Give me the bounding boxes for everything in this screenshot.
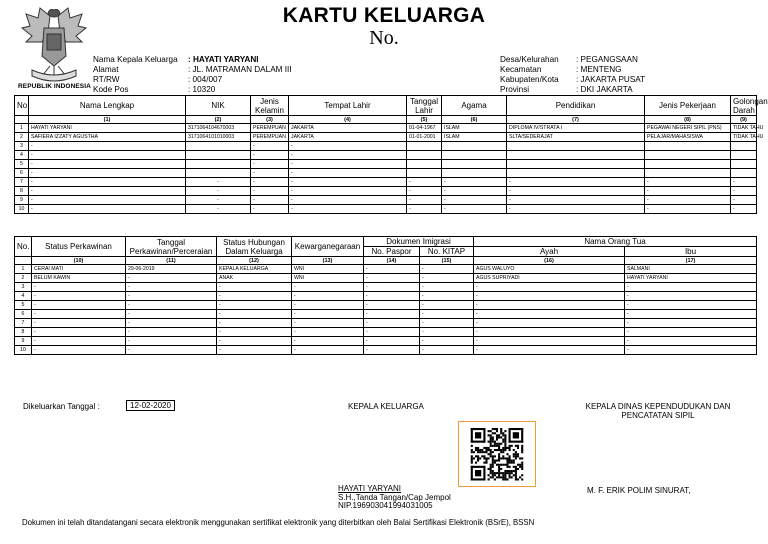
- table-cell: -: [186, 205, 251, 214]
- kepala-dinas-label: KEPALA DINAS KEPENDUDUKAN DAN PENCATATAN SIPIL: [585, 402, 731, 420]
- table-cell: WNI: [292, 265, 364, 274]
- table-row: [15, 169, 757, 178]
- table-cell: 6: [15, 169, 29, 178]
- region-info: [500, 55, 645, 95]
- table-cell: [645, 142, 731, 151]
- table-cell: 29-06-2019: [126, 265, 217, 274]
- table-cell: PEREMPUAN: [251, 124, 289, 133]
- table-cell: 5: [15, 160, 29, 169]
- table-cell: -: [625, 328, 757, 337]
- table-cell: -: [731, 196, 757, 205]
- table-row: [15, 301, 757, 310]
- table-row: [15, 196, 757, 205]
- col-nama-orang-tua: Nama Orang Tua: [474, 237, 757, 247]
- official-name: M. F. ERIK POLIM SINURAT,: [587, 486, 691, 495]
- table-cell: -: [474, 283, 625, 292]
- table-cell: -: [474, 292, 625, 301]
- table-cell: -: [29, 196, 186, 205]
- table-cell: [645, 169, 731, 178]
- table-cell: -: [32, 283, 126, 292]
- left-info-row: [93, 85, 292, 95]
- table-cell: -: [474, 337, 625, 346]
- table-cell: 2: [15, 133, 29, 142]
- t1-col-number: (7): [507, 116, 645, 124]
- table-cell: -: [126, 292, 217, 301]
- left-info-row: [93, 75, 292, 85]
- table-cell: CERAI MATI: [32, 265, 126, 274]
- left-info-label: Nama Kepala Keluarga: [93, 55, 178, 64]
- table-cell: PEREMPUAN: [251, 133, 289, 142]
- table-row: [15, 319, 757, 328]
- table-cell: -: [126, 310, 217, 319]
- table-cell: TIDAK TAHU: [731, 133, 757, 142]
- table-cell: [731, 142, 757, 151]
- table-cell: [731, 151, 757, 160]
- table-cell: KEPALA KELUARGA: [217, 265, 292, 274]
- table-cell: 6: [15, 310, 32, 319]
- right-info-label: Desa/Kelurahan: [500, 55, 559, 64]
- table-row: [15, 337, 757, 346]
- table-cell: -: [625, 337, 757, 346]
- right-info-label: Kabupaten/Kota: [500, 75, 559, 84]
- table-cell: [645, 151, 731, 160]
- table-cell: 1: [15, 265, 32, 274]
- table-cell: -: [474, 319, 625, 328]
- table-cell: 4: [15, 151, 29, 160]
- table-cell: -: [364, 310, 420, 319]
- table-cell: -: [126, 337, 217, 346]
- table-cell: JAKARTA: [289, 133, 407, 142]
- col-kewarganegaraan: Kewarganegaraan: [292, 237, 364, 257]
- table-cell: 4: [15, 292, 32, 301]
- issued-label: Dikeluarkan Tanggal :: [23, 402, 100, 411]
- table-cell: 7: [15, 319, 32, 328]
- table-cell: -: [292, 283, 364, 292]
- table-cell: HAYATI YARYANI: [625, 274, 757, 283]
- table-cell: [731, 160, 757, 169]
- qr-code-frame: [458, 421, 536, 487]
- t2-col-number: (17): [625, 257, 757, 265]
- table-row: [15, 265, 757, 274]
- table-cell: -: [292, 319, 364, 328]
- table-cell: -: [364, 265, 420, 274]
- table-cell: -: [407, 205, 442, 214]
- table-cell: PELAJAR/MAHASISWA: [645, 133, 731, 142]
- table-cell: -: [217, 301, 292, 310]
- table-row: [15, 205, 757, 214]
- table-cell: -: [507, 196, 645, 205]
- table-cell: [407, 169, 442, 178]
- table-cell: -: [32, 301, 126, 310]
- table-cell: [507, 142, 645, 151]
- table-cell: -: [289, 160, 407, 169]
- table-cell: -: [29, 169, 186, 178]
- t1-col-number: (3): [251, 116, 289, 124]
- right-info-value: : JAKARTA PUSAT: [576, 75, 646, 84]
- table-cell: -: [420, 319, 474, 328]
- table-cell: -: [289, 169, 407, 178]
- table-cell: -: [289, 142, 407, 151]
- table-cell: 9: [15, 196, 29, 205]
- right-info-row: [500, 65, 645, 75]
- table-cell: -: [289, 151, 407, 160]
- table-cell: -: [217, 337, 292, 346]
- table-cell: [442, 160, 507, 169]
- col-ayah: Ayah: [474, 247, 625, 257]
- table-row: [15, 346, 757, 355]
- table-cell: 9: [15, 337, 32, 346]
- table-cell: -: [364, 283, 420, 292]
- table-cell: -: [289, 205, 407, 214]
- t2-col-number: (10): [32, 257, 126, 265]
- table-cell: [407, 160, 442, 169]
- table-cell: -: [420, 337, 474, 346]
- left-info-value: : HAYATI YARYANI: [188, 55, 259, 64]
- table-cell: 2: [15, 274, 32, 283]
- t1-col-header: Tanggal Lahir: [407, 96, 442, 116]
- table-cell: -: [217, 328, 292, 337]
- table-cell: -: [251, 178, 289, 187]
- table-cell: -: [407, 178, 442, 187]
- signer-nip: NIP.196903041994031005: [338, 501, 433, 510]
- right-info-value: : DKI JAKARTA: [576, 85, 633, 94]
- table-cell: -: [420, 301, 474, 310]
- table-cell: -: [420, 265, 474, 274]
- t1-col-number: (4): [289, 116, 407, 124]
- table-row: [15, 124, 757, 133]
- t2-col-number: (15): [420, 257, 474, 265]
- table-cell: [442, 169, 507, 178]
- table-cell: -: [407, 196, 442, 205]
- left-info-label: Alamat: [93, 65, 119, 74]
- table-row: [15, 310, 757, 319]
- table-cell: -: [474, 328, 625, 337]
- table-row: [15, 151, 757, 160]
- table-cell: BELUM KAWIN: [32, 274, 126, 283]
- table-cell: -: [625, 301, 757, 310]
- right-info-label: Provinsi: [500, 85, 530, 94]
- table-cell: 3171064104670003: [186, 124, 251, 133]
- table-cell: 3171064101010003: [186, 133, 251, 142]
- t2-col-number: (11): [126, 257, 217, 265]
- table-cell: -: [217, 310, 292, 319]
- table-cell: -: [625, 310, 757, 319]
- table-cell: -: [292, 346, 364, 355]
- table-cell: SAFIERA IZZATY AGUSTHA: [29, 133, 186, 142]
- col-kitap: No. KITAP: [420, 247, 474, 257]
- table-cell: -: [474, 310, 625, 319]
- col-status-perkawinan: Status Perkawinan: [32, 237, 126, 257]
- table-cell: 3: [15, 283, 32, 292]
- right-info-row: [500, 55, 645, 65]
- t1-col-number: (2): [186, 116, 251, 124]
- table-row: [15, 274, 757, 283]
- table-cell: -: [217, 319, 292, 328]
- table-cell: -: [32, 292, 126, 301]
- table-cell: -: [217, 346, 292, 355]
- table-cell: -: [217, 283, 292, 292]
- table-cell: -: [625, 292, 757, 301]
- table-cell: -: [29, 160, 186, 169]
- table-cell: 01-01-2001: [407, 133, 442, 142]
- table-cell: -: [420, 274, 474, 283]
- t2-col-number: [15, 257, 32, 265]
- table-cell: -: [32, 319, 126, 328]
- t1-col-number: [15, 116, 29, 124]
- left-info-label: Kode Pos: [93, 85, 129, 94]
- table-cell: [186, 142, 251, 151]
- table-cell: -: [186, 187, 251, 196]
- table-cell: [407, 142, 442, 151]
- signer-note: S.H.,Tanda Tangan/Cap Jempol: [338, 492, 451, 502]
- left-info-value: : 10320: [188, 85, 216, 94]
- table-cell: -: [126, 328, 217, 337]
- table-cell: PEGAWAI NEGERI SIPIL (PNS): [645, 124, 731, 133]
- table-cell: JAKARTA: [289, 124, 407, 133]
- table-cell: AGUS WALUYO: [474, 265, 625, 274]
- table-cell: -: [407, 187, 442, 196]
- right-info-row: [500, 75, 645, 85]
- t1-col-number: (5): [407, 116, 442, 124]
- table-cell: ANAK: [217, 274, 292, 283]
- table-cell: -: [731, 205, 757, 214]
- left-info-label: RT/RW: [93, 75, 120, 84]
- table-cell: -: [731, 178, 757, 187]
- table-cell: [507, 151, 645, 160]
- table-cell: -: [289, 178, 407, 187]
- table-cell: -: [731, 187, 757, 196]
- table-cell: 3: [15, 142, 29, 151]
- country-label: REPUBLIK INDONESIA: [18, 83, 91, 90]
- table-cell: -: [420, 283, 474, 292]
- family-head-info: [93, 55, 292, 95]
- left-info-value: : 004/007: [188, 75, 223, 84]
- table-cell: -: [645, 187, 731, 196]
- table-cell: -: [29, 142, 186, 151]
- table-cell: -: [29, 178, 186, 187]
- table-cell: -: [126, 346, 217, 355]
- table-row: [15, 187, 757, 196]
- table-cell: -: [364, 337, 420, 346]
- table-cell: -: [420, 310, 474, 319]
- table-cell: -: [474, 301, 625, 310]
- table-cell: -: [251, 160, 289, 169]
- t1-col-number: (1): [29, 116, 186, 124]
- table-cell: -: [645, 196, 731, 205]
- table-cell: -: [289, 196, 407, 205]
- table-cell: -: [251, 187, 289, 196]
- t1-col-number: (9): [731, 116, 757, 124]
- table-cell: -: [625, 283, 757, 292]
- col-no: No.: [15, 237, 32, 257]
- t1-col-number: (6): [442, 116, 507, 124]
- table-cell: -: [474, 346, 625, 355]
- t2-col-number: (14): [364, 257, 420, 265]
- table-cell: -: [251, 169, 289, 178]
- table-cell: -: [364, 301, 420, 310]
- table-row: [15, 133, 757, 142]
- family-status-table: [14, 236, 757, 355]
- table-cell: -: [186, 178, 251, 187]
- left-info-row: [93, 65, 292, 75]
- table-cell: ISLAM: [442, 124, 507, 133]
- table-row: [15, 292, 757, 301]
- table-cell: -: [32, 337, 126, 346]
- table-cell: -: [442, 178, 507, 187]
- table-cell: -: [292, 328, 364, 337]
- left-info-row: [93, 55, 292, 65]
- signer-block: [338, 485, 451, 511]
- table-row: [15, 283, 757, 292]
- right-info-row: [500, 85, 645, 95]
- t1-col-header: Tempat Lahir: [289, 96, 407, 116]
- table-cell: -: [289, 187, 407, 196]
- table-cell: -: [126, 274, 217, 283]
- table-cell: -: [364, 274, 420, 283]
- table-cell: [186, 151, 251, 160]
- table-row: [15, 328, 757, 337]
- table-cell: -: [364, 328, 420, 337]
- table-cell: -: [507, 178, 645, 187]
- right-info-value: : MENTENG: [576, 65, 622, 74]
- table-cell: WNI: [292, 274, 364, 283]
- table-cell: [507, 169, 645, 178]
- right-info-label: Kecamatan: [500, 65, 542, 74]
- table-cell: SLTA/SEDERAJAT: [507, 133, 645, 142]
- table-row: [15, 178, 757, 187]
- table-cell: -: [126, 319, 217, 328]
- table-cell: -: [126, 283, 217, 292]
- table-cell: -: [442, 205, 507, 214]
- table-cell: 1: [15, 124, 29, 133]
- table-cell: -: [29, 187, 186, 196]
- t1-col-header: Golongan Darah: [731, 96, 757, 116]
- table-cell: -: [625, 319, 757, 328]
- table-cell: 8: [15, 187, 29, 196]
- table-cell: 8: [15, 328, 32, 337]
- t1-col-header: No: [15, 96, 29, 116]
- table-cell: 10: [15, 205, 29, 214]
- signer-name: HAYATI YARYANI: [338, 484, 401, 493]
- table-cell: -: [32, 310, 126, 319]
- col-status-hubungan: Status Hubungan Dalam Keluarga: [217, 237, 292, 257]
- table-cell: -: [292, 301, 364, 310]
- table-cell: -: [364, 346, 420, 355]
- table-row: [15, 160, 757, 169]
- qr-code-icon: [465, 428, 529, 482]
- esign-disclaimer: Dokumen ini telah ditandatangani secara elektronik menggunakan sertifikat elektronik yang diterbitkan oleh Balai Sertifikasi Elektronik (BSrE), BSSN: [22, 518, 535, 527]
- table-cell: -: [251, 205, 289, 214]
- table-cell: -: [420, 328, 474, 337]
- col-dokumen-imigrasi: Dokumen Imigrasi: [364, 237, 474, 247]
- table-cell: [507, 160, 645, 169]
- table-cell: SALMANI: [625, 265, 757, 274]
- table-cell: HAYATI YARYANI: [29, 124, 186, 133]
- table-cell: -: [645, 205, 731, 214]
- table-cell: [442, 151, 507, 160]
- t1-col-header: Jenis Pekerjaan: [645, 96, 731, 116]
- right-info-value: : PEGANGSAAN: [576, 55, 638, 64]
- family-members-table: [14, 95, 768, 214]
- table-cell: -: [292, 337, 364, 346]
- table-cell: 10: [15, 346, 32, 355]
- table-cell: -: [645, 178, 731, 187]
- t2-col-number: (16): [474, 257, 625, 265]
- table-cell: -: [420, 346, 474, 355]
- table-cell: -: [29, 205, 186, 214]
- table-cell: -: [420, 292, 474, 301]
- t1-col-number: (8): [645, 116, 731, 124]
- table-cell: -: [186, 196, 251, 205]
- table-cell: -: [251, 142, 289, 151]
- table-cell: [731, 169, 757, 178]
- table-cell: [407, 151, 442, 160]
- table-cell: -: [251, 196, 289, 205]
- table-cell: -: [442, 196, 507, 205]
- table-cell: -: [292, 310, 364, 319]
- kepala-keluarga-label: KEPALA KELUARGA: [348, 402, 424, 411]
- t1-col-header: Pendidikan: [507, 96, 645, 116]
- table-cell: -: [364, 292, 420, 301]
- table-cell: -: [507, 187, 645, 196]
- table-cell: [645, 160, 731, 169]
- col-ibu: Ibu: [625, 247, 757, 257]
- table-row: [15, 142, 757, 151]
- t1-col-header: NIK: [186, 96, 251, 116]
- t1-col-header: Jenis Kelamin: [251, 96, 289, 116]
- table-cell: 7: [15, 178, 29, 187]
- table-cell: 01-04-1967: [407, 124, 442, 133]
- table-cell: [442, 142, 507, 151]
- table-cell: -: [442, 187, 507, 196]
- table-cell: -: [29, 151, 186, 160]
- t1-col-header: Agama: [442, 96, 507, 116]
- table-cell: AGUS SUPRIYADI: [474, 274, 625, 283]
- table-cell: 5: [15, 301, 32, 310]
- table-cell: ISLAM: [442, 133, 507, 142]
- table-cell: -: [126, 301, 217, 310]
- col-paspor: No. Paspor: [364, 247, 420, 257]
- table-cell: -: [32, 328, 126, 337]
- table-cell: -: [364, 319, 420, 328]
- left-info-value: : JL. MATRAMAN DALAM III: [188, 65, 292, 74]
- document-title: KARTU KELUARGA: [282, 4, 486, 27]
- table-cell: [186, 169, 251, 178]
- table-cell: -: [625, 346, 757, 355]
- table-cell: -: [251, 151, 289, 160]
- table-cell: TIDAK TAHU: [731, 124, 757, 133]
- t2-col-number: (13): [292, 257, 364, 265]
- table-cell: -: [292, 292, 364, 301]
- table-cell: DIPLOMA IV/STRATA I: [507, 124, 645, 133]
- col-tanggal-perkawinan: Tanggal Perkawinan/Perceraian: [126, 237, 217, 257]
- table-cell: -: [32, 346, 126, 355]
- issued-date: 12-02-2020: [126, 400, 175, 411]
- document-number-label: No.: [369, 27, 399, 49]
- table-cell: [186, 160, 251, 169]
- table-cell: -: [217, 292, 292, 301]
- t1-col-header: Nama Lengkap: [29, 96, 186, 116]
- table-cell: -: [507, 205, 645, 214]
- t2-col-number: (12): [217, 257, 292, 265]
